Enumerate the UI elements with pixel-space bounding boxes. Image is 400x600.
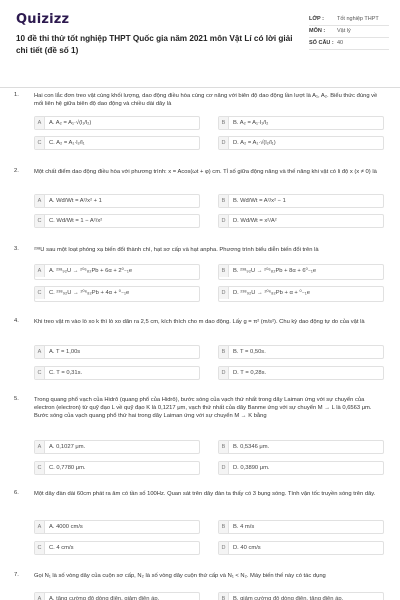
option-d[interactable] bbox=[218, 286, 384, 302]
question-number: 7. bbox=[14, 572, 19, 578]
option-text: A. tăng cường độ dòng điện, giảm điện áp. bbox=[49, 596, 160, 600]
question-number: 2. bbox=[14, 168, 19, 174]
question-number: 5. bbox=[14, 396, 19, 402]
option-text: B. Wđ/Wt = A²/x² − 1 bbox=[233, 198, 286, 204]
question-2 bbox=[14, 168, 386, 230]
option-text: D. 40 cm/s bbox=[233, 545, 261, 551]
option-letter: A bbox=[35, 195, 45, 207]
option-d[interactable] bbox=[218, 136, 384, 150]
option-text: B. 0,5346 μm. bbox=[233, 444, 270, 450]
option-letter: B bbox=[219, 593, 229, 600]
option-a[interactable] bbox=[34, 194, 200, 208]
option-letter: C bbox=[35, 367, 45, 379]
option-c[interactable] bbox=[34, 136, 200, 150]
option-letter: B bbox=[219, 265, 229, 277]
option-b[interactable] bbox=[218, 440, 384, 454]
question-text: Gọi N₁ là số vòng dây của cuộn sơ cấp, N₂ là số vòng dây cuộn thứ cấp và N₁ < N₂. Máy biến thế này có tác dụng bbox=[34, 573, 326, 579]
meta-row-subject bbox=[309, 26, 389, 38]
question-4 bbox=[14, 318, 386, 384]
question-number: 1. bbox=[14, 92, 19, 98]
option-text: A. A₂ = A₁·√(l₁/l₂) bbox=[49, 120, 92, 126]
option-letter: B bbox=[219, 117, 229, 129]
option-a[interactable] bbox=[34, 264, 200, 280]
option-text: A. ²³⁸₉₂U → ²⁰⁶₈₂Pb + 6α + 2⁰₋₁e bbox=[49, 268, 133, 274]
option-letter: C bbox=[35, 215, 45, 227]
question-number: 4. bbox=[14, 318, 19, 324]
option-letter: C bbox=[35, 287, 45, 299]
option-b[interactable] bbox=[218, 116, 384, 130]
option-d[interactable] bbox=[218, 214, 384, 228]
option-letter: A bbox=[35, 593, 45, 600]
option-d[interactable] bbox=[218, 461, 384, 475]
option-text: D. 0,3890 μm. bbox=[233, 465, 270, 471]
quizizz-logo: Quizizz bbox=[16, 12, 70, 27]
meta-key: LỚP : bbox=[309, 16, 324, 22]
option-letter: D bbox=[219, 367, 229, 379]
option-d[interactable] bbox=[218, 541, 384, 555]
option-letter: D bbox=[219, 542, 229, 554]
option-letter: B bbox=[219, 346, 229, 358]
question-7 bbox=[14, 572, 386, 600]
option-text: C. ²³⁸₉₂U → ²⁰⁶₈₂Pb + 4α + ⁰₋₁e bbox=[49, 290, 130, 296]
question-text: Một dây đàn dài 60cm phát ra âm có tần số 100Hz. Quan sát trên dây đàn ta thấy có 3 bụng sóng. Tính vận tốc truyền sóng trên dây. bbox=[34, 491, 376, 497]
option-letter: A bbox=[35, 346, 45, 358]
option-text: A. Wđ/Wt = A²/x² + 1 bbox=[49, 198, 102, 204]
option-letter: C bbox=[35, 137, 45, 149]
option-c[interactable] bbox=[34, 461, 200, 475]
option-c[interactable] bbox=[34, 286, 200, 302]
question-text: Một chất điểm dao động điều hòa với phương trình: x = Acos(ωt + φ) cm. Tỉ số giữa động năng và thế năng khi vật có li độ x (x ≠ 0) là bbox=[34, 169, 377, 175]
option-a[interactable] bbox=[34, 592, 200, 600]
question-5 bbox=[14, 396, 386, 484]
option-letter: A bbox=[35, 117, 45, 129]
option-letter: B bbox=[219, 441, 229, 453]
option-letter: A bbox=[35, 521, 45, 533]
option-text: A. T = 1,00s bbox=[49, 349, 81, 355]
option-c[interactable] bbox=[34, 366, 200, 380]
option-c[interactable] bbox=[34, 214, 200, 228]
document-title: 10 đề thi thử tốt nghiệp THPT Quốc gia năm 2021 môn Vật Lí có lời giải chi tiết (đề số 1) bbox=[16, 34, 293, 55]
worksheet-header bbox=[0, 0, 400, 88]
question-text: Hai con lắc đơn treo vật cùng khối lượng, dao động điều hòa cùng cơ năng với biên độ dao động lần lượt là A₁, A₂. Biểu thức đúng về mối liên hệ giữa biên độ dao động và chiều dài dây là bbox=[34, 93, 378, 108]
option-a[interactable] bbox=[34, 440, 200, 454]
option-a[interactable] bbox=[34, 520, 200, 534]
question-1 bbox=[14, 92, 386, 152]
meta-key: SỐ CÂU : bbox=[309, 40, 334, 46]
option-text: A. 4000 cm/s bbox=[49, 524, 83, 530]
option-text: A. 0,1027 μm. bbox=[49, 444, 86, 450]
meta-value: Tốt nghiệp THPT bbox=[337, 16, 379, 22]
meta-value: 40 bbox=[337, 40, 344, 46]
option-a[interactable] bbox=[34, 116, 200, 130]
option-a[interactable] bbox=[34, 345, 200, 359]
option-b[interactable] bbox=[218, 264, 384, 280]
question-number: 3. bbox=[14, 246, 19, 252]
option-text: C. Wđ/Wt = 1 − A²/x² bbox=[49, 218, 103, 224]
option-text: B. A₂ = A₁·l₁/l₂ bbox=[233, 120, 269, 126]
option-b[interactable] bbox=[218, 194, 384, 208]
option-text: D. ²³⁸₉₂U → ²⁰⁶₈₂Pb + α + ⁰₋₁e bbox=[233, 290, 310, 296]
option-text: C. 4 cm/s bbox=[49, 545, 74, 551]
option-letter: D bbox=[219, 215, 229, 227]
option-text: C. 0,7780 μm. bbox=[49, 465, 86, 471]
option-text: D. T = 0,28s. bbox=[233, 370, 267, 376]
meta-value: Vật lý bbox=[337, 28, 351, 34]
meta-key: MÔN : bbox=[309, 28, 326, 34]
option-text: C. A₂ = A₁·l₂/l₁ bbox=[49, 140, 85, 146]
question-text: ²³⁸U sau một loạt phóng xạ biến đổi thành chì, hạt sơ cấp và hạt anpha. Phương trình biểu diễn biến đổi trên là bbox=[34, 247, 319, 253]
option-text: B. 4 m/s bbox=[233, 524, 255, 530]
option-letter: B bbox=[219, 521, 229, 533]
meta-row-count bbox=[309, 38, 389, 50]
option-text: D. A₂ = A₁·√(l₂/l₁) bbox=[233, 140, 276, 146]
question-text: Khi treo vật m vào lò xo k thì lò xo dãn ra 2,5 cm, kích thích cho m dao động. Lấy g = π² (m/s²). Chu kỳ dao động tự do của vật là bbox=[34, 319, 365, 325]
option-letter: A bbox=[35, 265, 45, 277]
question-3 bbox=[14, 246, 386, 306]
question-6 bbox=[14, 490, 386, 558]
option-b[interactable] bbox=[218, 345, 384, 359]
option-letter: D bbox=[219, 287, 229, 299]
question-number: 6. bbox=[14, 490, 19, 496]
option-text: B. T = 0,50s. bbox=[233, 349, 266, 355]
option-letter: A bbox=[35, 441, 45, 453]
option-text: D. Wđ/Wt = x²/A² bbox=[233, 218, 277, 224]
option-b[interactable] bbox=[218, 592, 384, 600]
option-letter: C bbox=[35, 542, 45, 554]
option-letter: D bbox=[219, 137, 229, 149]
option-d[interactable] bbox=[218, 366, 384, 380]
option-c[interactable] bbox=[34, 541, 200, 555]
option-text: B. ²³⁸₉₂U → ²⁰⁶₈₂Pb + 8α + 6⁰₋₁e bbox=[233, 268, 317, 274]
option-b[interactable] bbox=[218, 520, 384, 534]
option-text: C. T = 0,31s. bbox=[49, 370, 83, 376]
meta-table bbox=[309, 14, 389, 50]
option-text: B. giảm cường độ dòng điện, tăng điện áp. bbox=[233, 596, 344, 600]
option-letter: C bbox=[35, 462, 45, 474]
option-letter: D bbox=[219, 462, 229, 474]
option-letter: B bbox=[219, 195, 229, 207]
meta-row-class bbox=[309, 14, 389, 26]
question-text: Trong quang phổ vạch của Hidrô (quang phổ của Hidrô), bước sóng của vạch thứ nhất trong dãy Laiman ứng với sự chuyển của electron (electron) từ quỹ đạo L về quỹ đạo K là 0,1217 μm, vạch thứ nhất của dãy Banme ứng với sự chuyển M → L là 0,6563 μm. Bước sóng của vạch quang phổ thứ hai trong dãy Laiman ứng với sự chuyển M → K bằng bbox=[34, 397, 372, 420]
